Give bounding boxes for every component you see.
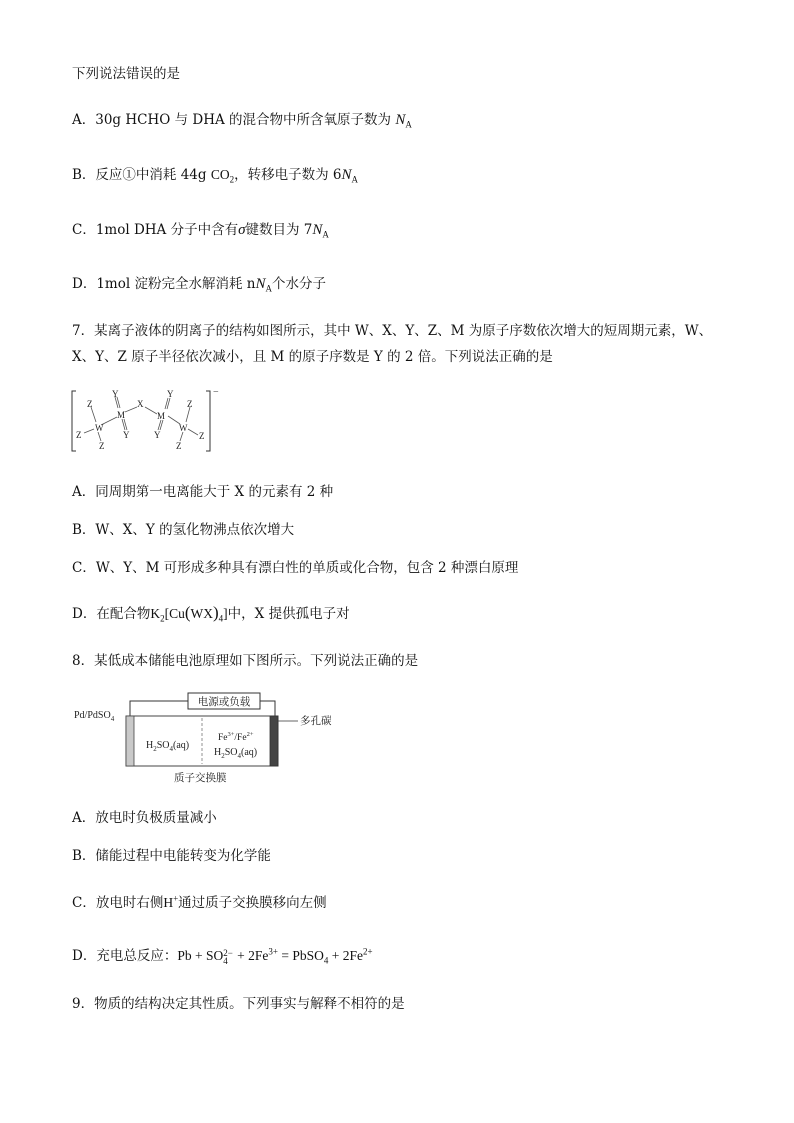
option-6d-suffix: 个水分子 xyxy=(271,276,326,292)
atom-y-bottom-right: Y xyxy=(154,430,161,440)
option-8d-so-script: 2− 4 xyxy=(223,947,233,966)
option-7d-wx: WX xyxy=(190,606,213,621)
option-6b-mid: ，转移电子数为 6 xyxy=(234,167,342,183)
option-7d-bracket-end: ] xyxy=(223,606,228,621)
option-6a-symbol: N xyxy=(395,112,406,128)
option-8c-ion: H xyxy=(163,895,174,910)
atom-z-top-left: Z xyxy=(87,399,93,409)
atom-m-left: M xyxy=(117,410,126,420)
option-7d-suffix: 中，X 提供孤电子对 xyxy=(227,606,350,622)
atom-w-left: W xyxy=(95,423,104,433)
wire-left xyxy=(130,701,188,716)
option-8a: A．放电时负极质量减小 xyxy=(72,810,217,826)
option-6b xyxy=(72,165,358,185)
atom-z-left: Z xyxy=(76,430,82,440)
option-7d-lparen: ( xyxy=(184,603,191,622)
option-7c: C．W、Y、M 可形成多种具有漂白性的单质或化合物，包含 2 种漂白原理 xyxy=(72,560,519,576)
option-6c xyxy=(72,220,329,240)
question-7-stem-line2: X、Y、Z 原子半径依次减小，且 M 的原子序数是 Y 的 2 倍。下列说法正确的是 xyxy=(72,349,553,365)
question-7-stem-line1: 7．某离子液体的阴离子的结构如图所示，其中 W、X、Y、Z、M 为原子序数依次增大的短周期元素，W、 xyxy=(72,323,713,339)
question-intro: 下列说法错误的是 xyxy=(72,66,180,82)
right-ions-label: $Fe^{3+}/Fe^{2+}$ xyxy=(218,731,254,743)
option-7d-wx-sub: 4 xyxy=(218,613,224,624)
atom-z-right: Z xyxy=(199,431,205,441)
atom-y-bottom-left: Y xyxy=(123,430,130,440)
option-6d-symbol: N xyxy=(255,276,266,292)
option-8d-eq-b: + 2Fe xyxy=(233,948,269,963)
left-electrode xyxy=(126,716,134,766)
membrane-label: 质子交换膜 xyxy=(174,773,227,784)
option-8c xyxy=(72,893,327,913)
option-8c-ion-sup: + xyxy=(173,893,179,904)
option-6b-co: CO xyxy=(210,167,230,182)
left-solution-label: $H_2SO_4(aq)$ xyxy=(146,740,190,753)
option-8d-eq-c: = PbSO xyxy=(278,948,324,963)
atom-z-bottom-right: Z xyxy=(176,441,182,451)
option-7d-text: D．在配合物 xyxy=(72,606,151,622)
right-electrode xyxy=(270,716,278,766)
option-7d-rparen: ) xyxy=(213,603,219,622)
wire-right xyxy=(260,701,275,716)
option-6a-text: A．30g HCHO 与 DHA 的混合物中所含氧原子数为 xyxy=(72,112,392,128)
option-6c-mid: 键数目为 7 xyxy=(245,222,313,238)
atom-y-top-right: Y xyxy=(167,389,174,399)
option-6c-sigma: σ xyxy=(238,222,246,238)
left-electrode-label: Pd/PdSO$_4$ xyxy=(74,710,115,723)
option-8d-fe-sup2: 2+ xyxy=(363,946,373,957)
option-6a-sub: A xyxy=(405,119,412,130)
power-load-label: 电源或负载 xyxy=(197,697,251,708)
question-8-stem: 8．某低成本储能电池原理如下图所示。下列说法正确的是 xyxy=(72,653,419,669)
option-6b-co-sub: 2 xyxy=(229,174,235,185)
option-6b-sub: A xyxy=(351,174,358,185)
option-8c-suffix: 通过质子交换膜移向左侧 xyxy=(178,895,327,911)
option-6d xyxy=(72,274,326,294)
option-7d-k-sub: 2 xyxy=(160,613,165,624)
atom-z-top-right: Z xyxy=(187,399,193,409)
option-7d xyxy=(72,603,350,624)
right-bracket xyxy=(206,391,210,451)
option-6d-text: D．1mol 淀粉完全水解消耗 n xyxy=(72,276,256,292)
option-6c-symbol: N xyxy=(312,222,323,238)
option-7d-k: K xyxy=(150,606,161,621)
option-6d-sub: A xyxy=(265,283,272,294)
atom-z-bottom-left: Z xyxy=(99,441,105,451)
battery-diagram xyxy=(70,688,370,786)
right-electrode-label: 多孔碳 xyxy=(300,716,332,727)
option-8d-pbso-sub: 4 xyxy=(323,955,329,966)
option-6b-symbol: N xyxy=(341,167,352,183)
left-bracket xyxy=(72,391,76,451)
question-9-stem: 9．物质的结构决定其性质。下列事实与解释不相符的是 xyxy=(72,996,405,1012)
option-8d-text: D．充电总反应： xyxy=(72,948,178,964)
anion-structure-figure xyxy=(70,385,230,457)
option-8b: B．储能过程中电能转变为化学能 xyxy=(72,848,271,864)
option-6c-sub: A xyxy=(322,229,329,240)
option-6b-text: B．反应①中消耗 44g xyxy=(72,167,211,183)
atom-x-bridge: X xyxy=(137,399,144,409)
option-8d-fe-sup1: 3+ xyxy=(268,946,278,957)
option-7d-cu: [Cu xyxy=(164,606,185,621)
charge-label: − xyxy=(213,387,219,398)
option-7a: A．同周期第一电离能大于 X 的元素有 2 种 xyxy=(72,484,334,500)
atom-w-right: W xyxy=(179,423,188,433)
option-6a xyxy=(72,110,412,130)
atom-m-right: M xyxy=(157,411,166,421)
option-6c-text: C．1mol DHA 分子中含有 xyxy=(72,222,239,238)
option-8d xyxy=(72,946,373,966)
option-7b: B．W、X、Y 的氢化物沸点依次增大 xyxy=(72,522,295,538)
atom-y-top-left: Y xyxy=(112,389,119,399)
right-solution-label: $H_2SO_4(aq)$ xyxy=(214,747,258,760)
option-8c-text: C．放电时右侧 xyxy=(72,895,164,911)
option-8d-eq-d: + 2Fe xyxy=(328,948,364,963)
option-8d-eq-a: Pb + SO xyxy=(177,948,224,963)
